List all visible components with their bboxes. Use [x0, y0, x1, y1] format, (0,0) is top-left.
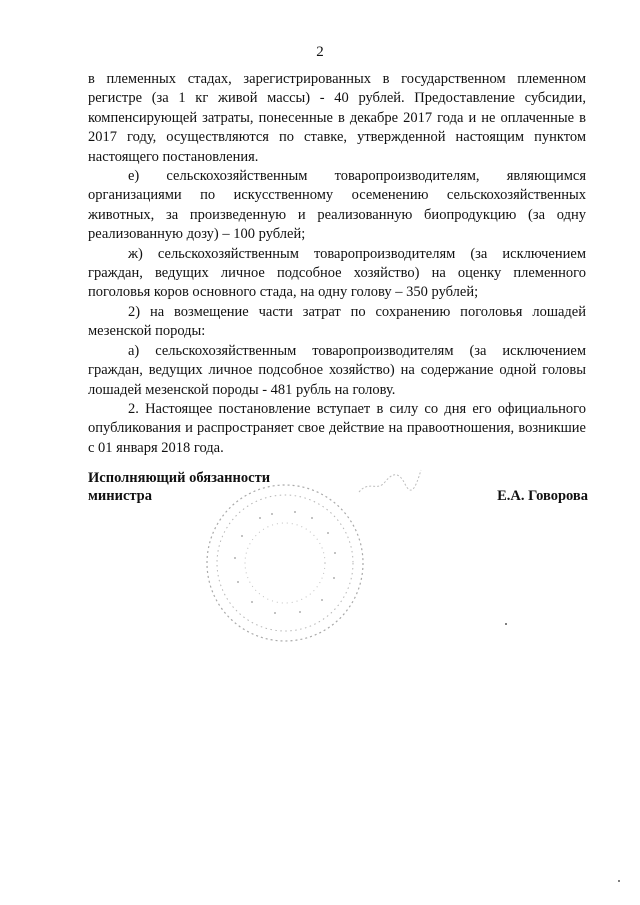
signatory-title-line1: Исполняющий обязанности: [88, 470, 271, 486]
page-number: 2: [316, 44, 324, 60]
scan-speck: [505, 623, 507, 625]
paragraph-item-2: 2) на возмещение части затрат по сохранению поголовья лошадей мезенской породы:: [88, 303, 586, 340]
paragraph-item-a: а) сельскохозяйственным товаропроизводителям (за исключением граждан, ведущих личное подсобное хозяйство) на содержание одной головы лошадей мезенской породы - 481 рубль на голову.: [88, 342, 586, 398]
signatory-title-line2: министра: [88, 488, 152, 504]
paragraph-effective-date: 2. Настоящее постановление вступает в силу со дня его официального опубликования и распространяет свое действие на правоотношения, возникшие с 01 января 2018 года.: [88, 400, 586, 456]
signatory-name: Е.А. Говорова: [497, 488, 588, 504]
paragraph-item-e: е) сельскохозяйственным товаропроизводителям, являющимся организациями по искусственному осеменению сельскохозяйственных животных, за произведенную и реализованную биопродукцию (за одну реализованную дозу) – 100 рублей;: [88, 168, 586, 243]
paragraph-item-zh: ж) сельскохозяйственным товаропроизводителям (за исключением граждан, ведущих личное подсобное хозяйство) на оценку племенного поголовья коров основного стада, на одну голову – 350 рублей;: [88, 245, 586, 301]
signature-block: [88, 469, 588, 505]
paragraph-continuation: в племенных стадах, зарегистрированных в государственном племенном регистре (за 1 кг живой массы) - 40 рублей. Предоставление субсидии, компенсирующей затраты, понесенные в декабре 2017 года и не оплаченные в 2017 году, осуществляются по ставке, утвержденной настоящим пунктом настоящего постановления.: [88, 71, 586, 165]
document-body: [88, 70, 586, 458]
scan-speck: [618, 880, 620, 882]
